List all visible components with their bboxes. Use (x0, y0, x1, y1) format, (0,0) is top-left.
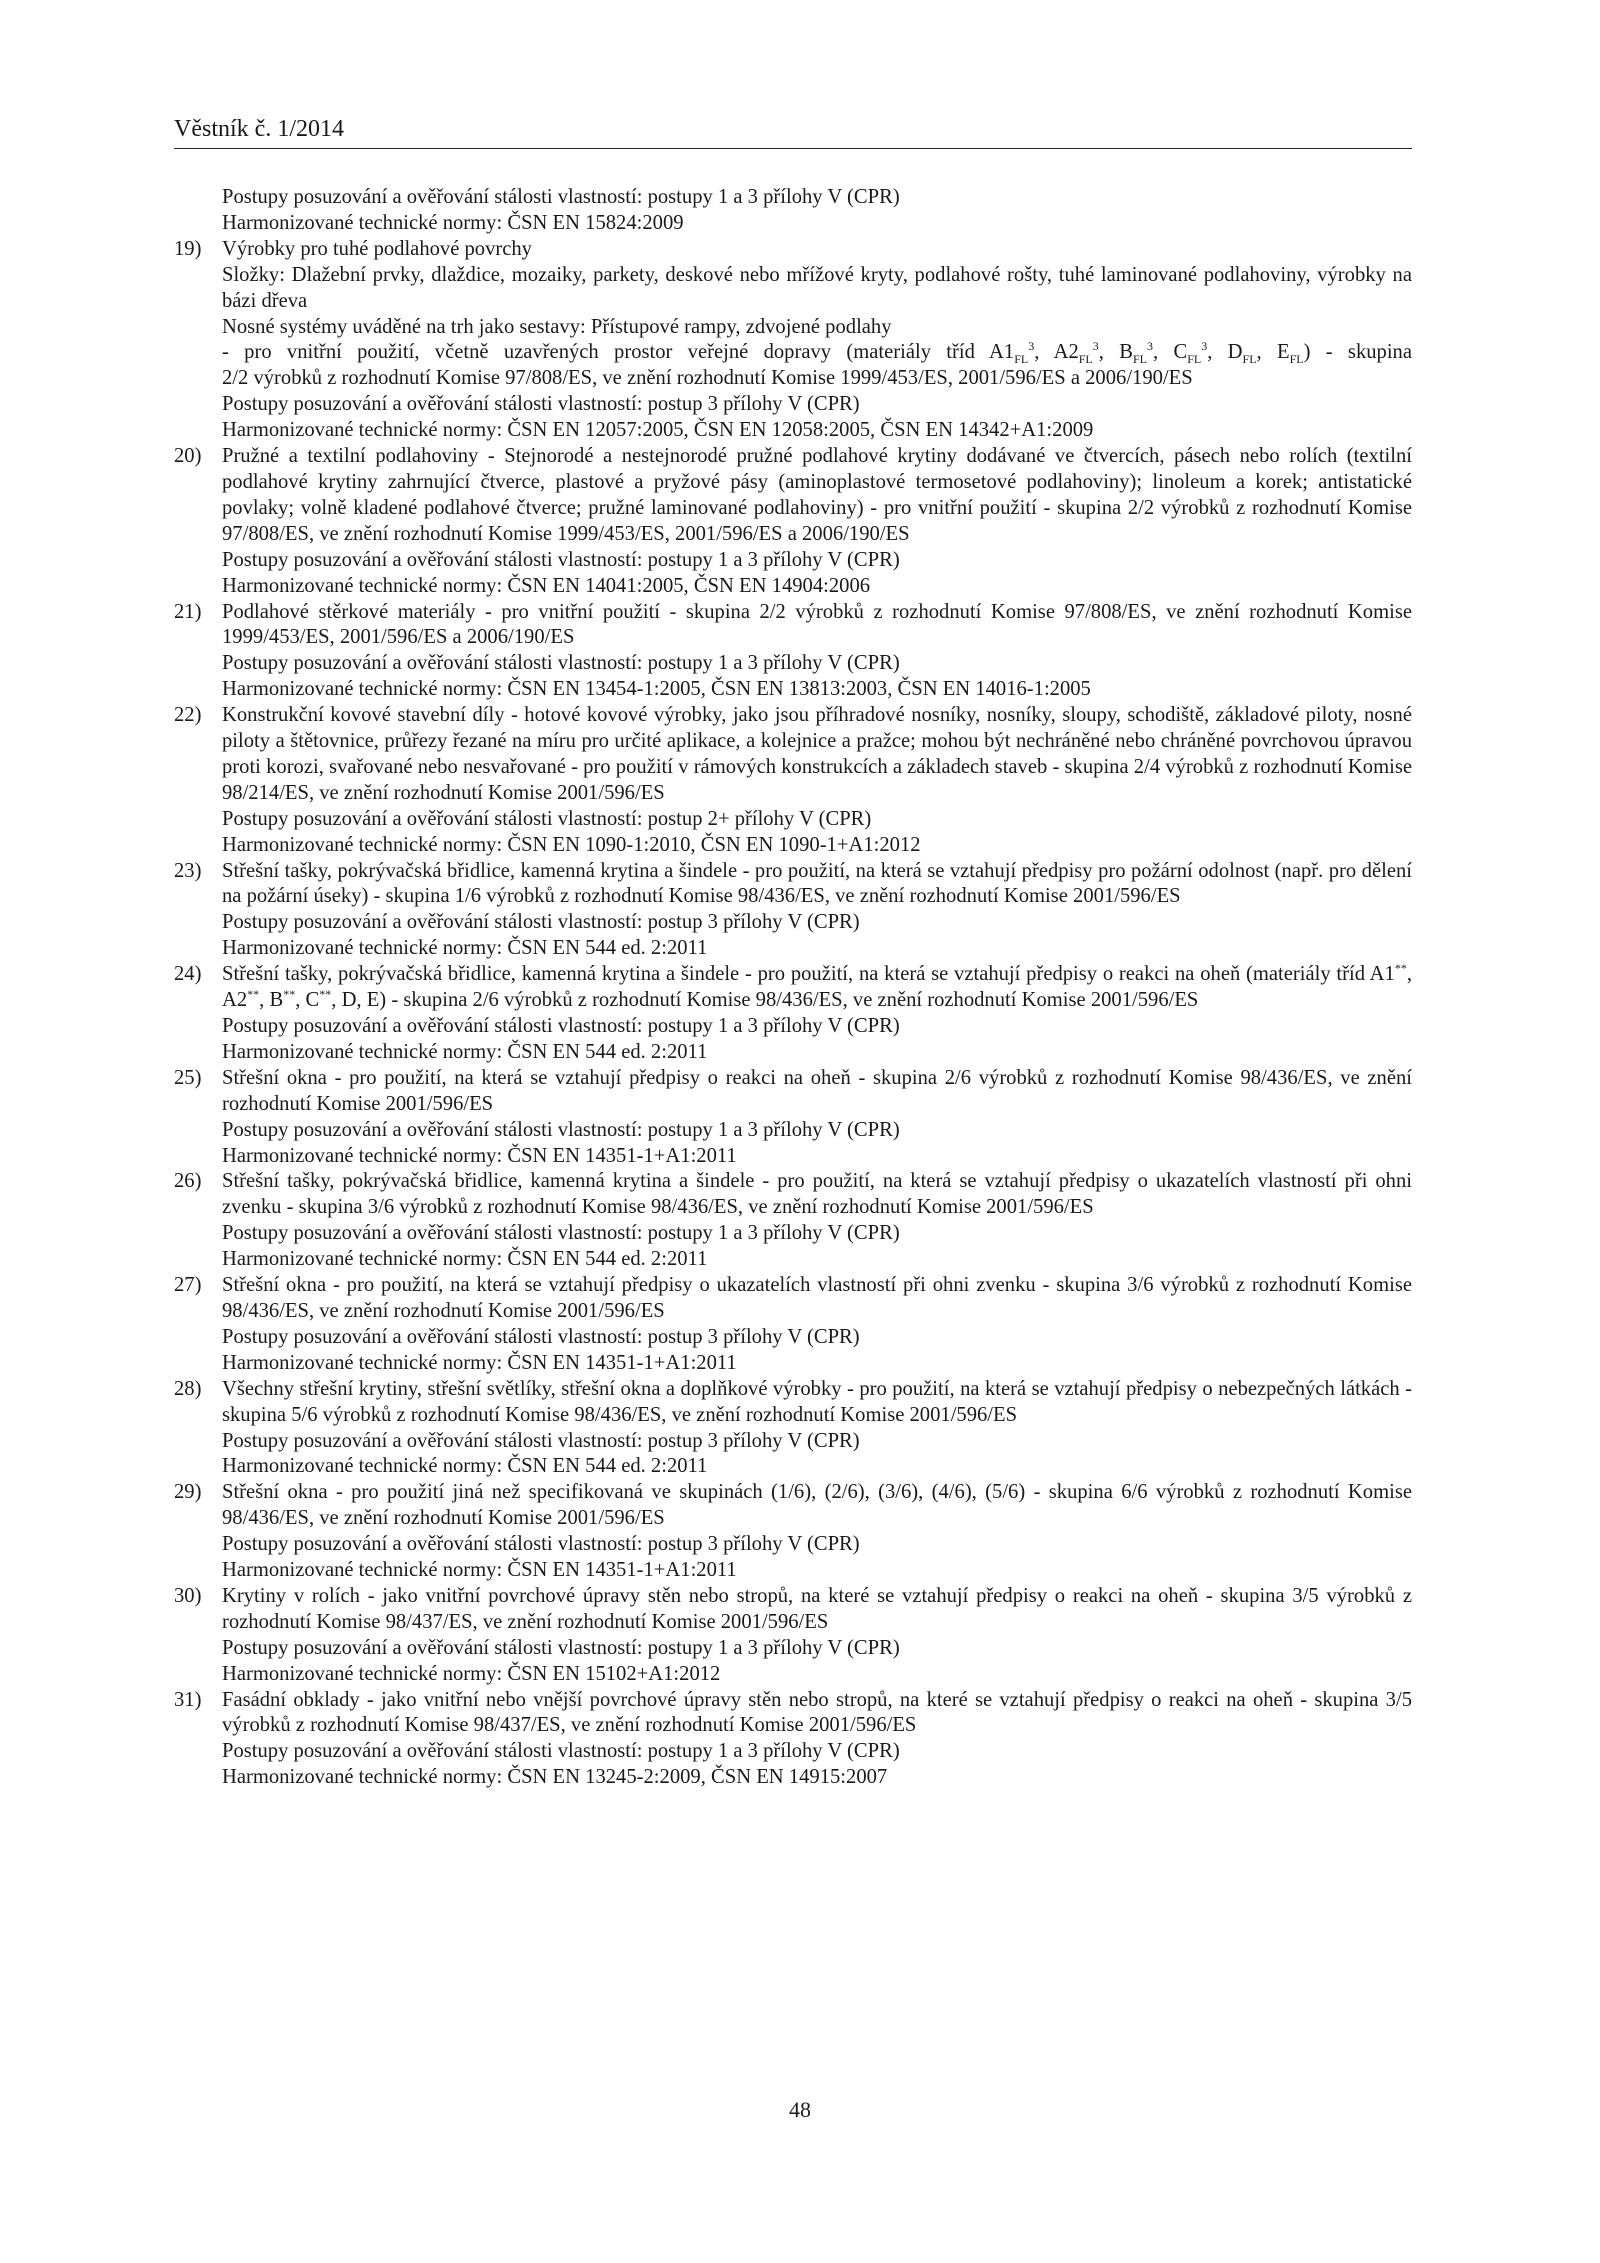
assessment-procedure: Postupy posuzování a ověřování stálosti vlastností: postupy 1 a 3 přílohy V (CPR) (222, 652, 900, 675)
item-description: Fasádní obklady - jako vnitřní nebo vnější povrchové úpravy stěn nebo stropů, na které se vztahují předpisy o reakci na oheň - skupina 3/5 výrobků z rozhodnutí Komise 98/437/ES, ve znění rozhodnutí Komise 2001/596/ES (222, 1688, 1412, 1737)
item-description: Konstrukční kovové stavební díly - hotové kovové výrobky, jako jsou příhradové nosníky, nosníky, sloupy, schodiště, základové piloty, nosné piloty a štětovnice, průřezy řezané na míru pro určité aplikace, a kolejnice a pražce; mohou být nechráněné nebo chráněné povrchovou úpravou proti korozi, svařované nebo nesvařované - pro použití v rámových konstrukcích a základech staveb - skupina 2/4 výrobků z rozhodnutí Komise 98/214/ES, ve znění rozhodnutí Komise 2001/596/ES (222, 704, 1412, 804)
harmonized-standards: Harmonizované technické normy: ČSN EN 13454-1:2005, ČSN EN 13813:2003, ČSN EN 14016-1:2005 (222, 678, 1091, 701)
list-item-25 (174, 1066, 1412, 1170)
intro-block (174, 185, 1412, 237)
item-description: Podlahové stěrkové materiály - pro vnitřní použití - skupina 2/2 výrobků z rozhodnutí Komise 97/808/ES, ve znění rozhodnutí Komise 1999/453/ES, 2001/596/ES a 2006/190/ES (222, 600, 1412, 649)
list-item-31 (174, 1688, 1412, 1792)
item-number: 29) (174, 1481, 202, 1504)
item-number: 19) (174, 237, 202, 260)
item-number: 30) (174, 1584, 202, 1607)
item-number: 31) (174, 1688, 202, 1711)
item-description: Pružné a textilní podlahoviny - Stejnorodé a nestejnorodé pružné podlahové krytiny dodávané ve čtvercích, pásech nebo rolích (textilní podlahové krytiny zahrnující čtverce, plastové a pryžové pásy (aminoplastové termosetové podlahoviny); linoleum a korek; antistatické povlaky; volně kladené podlahové čtverce; pružné laminované podlahoviny) - pro vnitřní použití - skupina 2/2 výrobků z rozhodnutí Komise 97/808/ES, ve znění rozhodnutí Komise 1999/453/ES, 2001/596/ES a 2006/190/ES (222, 445, 1412, 545)
item-decision: 2/2 výrobků z rozhodnutí Komise 97/808/ES, ve znění rozhodnutí Komise 1999/453/ES, 2001/596/ES a 2006/190/ES (222, 367, 1193, 390)
harmonized-standards: Harmonizované technické normy: ČSN EN 544 ed. 2:2011 (222, 1455, 708, 1478)
item-number: 21) (174, 600, 202, 623)
item-description: Všechny střešní krytiny, střešní světlíky, střešní okna a doplňkové výrobky - pro použití, na která se vztahují předpisy o nebezpečných látkách - skupina 5/6 výrobků z rozhodnutí Komise 98/436/ES, ve znění rozhodnutí Komise 2001/596/ES (222, 1377, 1412, 1426)
harmonized-standards: Harmonizované technické normy: ČSN EN 14041:2005, ČSN EN 14904:2006 (222, 574, 871, 597)
item-number: 27) (174, 1274, 202, 1297)
harmonized-standards: Harmonizované technické normy: ČSN EN 15102+A1:2012 (222, 1662, 721, 1685)
list-item-28 (174, 1377, 1412, 1481)
assessment-procedure: Postupy posuzování a ověřování stálosti vlastností: postupy 1 a 3 přílohy V (CPR) (222, 1636, 900, 1659)
list-item-23 (174, 859, 1412, 963)
harmonized-standards: Harmonizované technické normy: ČSN EN 544 ed. 2:2011 (222, 1248, 708, 1271)
harmonized-standards: Harmonizované technické normy: ČSN EN 14351-1+A1:2011 (222, 1559, 737, 1582)
assessment-procedure: Postupy posuzování a ověřování stálosti vlastností: postupy 1 a 3 přílohy V (CPR) (222, 1118, 900, 1141)
harmonized-standards: Harmonizované technické normy: ČSN EN 13245-2:2009, ČSN EN 14915:2007 (222, 1766, 888, 1789)
harmonized-standards: Harmonizované technické normy: ČSN EN 14351-1+A1:2011 (222, 1144, 737, 1167)
item-description: Krytiny v rolích - jako vnitřní povrchové úpravy stěn nebo stropů, na které se vztahují předpisy o reakci na oheň - skupina 3/5 výrobků z rozhodnutí Komise 98/437/ES, ve znění rozhodnutí Komise 2001/596/ES (222, 1584, 1412, 1633)
list-item-22 (174, 703, 1412, 858)
item-number: 28) (174, 1377, 202, 1400)
assessment-procedure: Postupy posuzování a ověřování stálosti vlastností: postupy 1 a 3 přílohy V (CPR) (222, 1740, 900, 1763)
list-item-19 (174, 237, 1412, 444)
assessment-procedure: Postupy posuzování a ověřování stálosti vlastností: postupy 1 a 3 přílohy V (CPR) (222, 548, 900, 571)
assessment-procedure: Postupy posuzování a ověřování stálosti vlastností: postupy 1 a 3 přílohy V (CPR) (222, 186, 900, 208)
document-body (174, 185, 1412, 1791)
item-description: Střešní tašky, pokrývačská břidlice, kamenná krytina a šindele - pro použití, na která se vztahují předpisy o ukazatelích vlastností při ohni zvenku - skupina 3/6 výrobků z rozhodnutí Komise 98/436/ES, ve znění rozhodnutí Komise 2001/596/ES (222, 1170, 1412, 1219)
list-item-30 (174, 1584, 1412, 1688)
assessment-procedure: Postupy posuzování a ověřování stálosti vlastností: postupy 1 a 3 přílohy V (CPR) (222, 1222, 900, 1245)
assessment-procedure: Postupy posuzování a ověřování stálosti vlastností: postup 3 přílohy V (CPR) (222, 1325, 860, 1348)
assessment-procedure: Postupy posuzování a ověřování stálosti vlastností: postupy 1 a 3 přílohy V (CPR) (222, 1015, 900, 1037)
item-description: Střešní tašky, pokrývačská břidlice, kamenná krytina a šindele - pro použití, na která se vztahují předpisy o reakci na oheň (materiály tříd A1**, A2**, B**, C**, D, E) - skupina 2/6 výrobků z rozhodnutí Komise 98/436/ES, ve znění rozhodnutí Komise 2001/596/ES (222, 961, 1412, 1012)
item-number: 24) (174, 963, 202, 986)
item-systems: Nosné systémy uváděné na trh jako sestavy: Přístupové rampy, zdvojené podlahy (222, 315, 892, 338)
item-description: Střešní tašky, pokrývačská břidlice, kamenná krytina a šindele - pro použití, na která se vztahují předpisy pro požární odolnost (např. pro dělení na požární úseky) - skupina 1/6 výrobků z rozhodnutí Komise 98/436/ES, ve znění rozhodnutí Komise 2001/596/ES (222, 859, 1412, 908)
assessment-procedure: Postupy posuzování a ověřování stálosti vlastností: postup 2+ přílohy V (CPR) (222, 807, 872, 830)
list-item-24 (174, 962, 1412, 1066)
harmonized-standards: Harmonizované technické normy: ČSN EN 1090-1:2010, ČSN EN 1090-1+A1:2012 (222, 833, 921, 856)
assessment-procedure: Postupy posuzování a ověřování stálosti vlastností: postup 3 přílohy V (CPR) (222, 393, 860, 416)
item-number: 26) (174, 1170, 202, 1193)
harmonized-standards: Harmonizované technické normy: ČSN EN 15824:2009 (222, 211, 684, 234)
assessment-procedure: Postupy posuzování a ověřování stálosti vlastností: postup 3 přílohy V (CPR) (222, 1533, 860, 1556)
harmonized-standards: Harmonizované technické normy: ČSN EN 544 ed. 2:2011 (222, 937, 708, 960)
harmonized-standards: Harmonizované technické normy: ČSN EN 12057:2005, ČSN EN 12058:2005, ČSN EN 14342+A1:2009 (222, 419, 1094, 442)
list-item-27 (174, 1273, 1412, 1377)
harmonized-standards: Harmonizované technické normy: ČSN EN 14351-1+A1:2011 (222, 1351, 737, 1374)
assessment-procedure: Postupy posuzování a ověřování stálosti vlastností: postup 3 přílohy V (CPR) (222, 1429, 860, 1452)
list-item-20 (174, 444, 1412, 599)
item-title: Výrobky pro tuhé podlahové povrchy (222, 237, 532, 260)
page-number: 48 (789, 2097, 811, 2122)
item-description: Střešní okna - pro použití jiná než specifikovaná ve skupinách (1/6), (2/6), (3/6), (4/6), (5/6) - skupina 6/6 výrobků z rozhodnutí Komise 98/436/ES, ve znění rozhodnutí Komise 2001/596/ES (222, 1481, 1412, 1530)
list-item-21 (174, 600, 1412, 704)
page-header (174, 114, 1412, 149)
assessment-procedure: Postupy posuzování a ověřování stálosti vlastností: postup 3 přílohy V (CPR) (222, 911, 860, 934)
item-number: 25) (174, 1066, 202, 1089)
item-number: 20) (174, 445, 202, 468)
item-description: Střešní okna - pro použití, na která se vztahují předpisy o reakci na oheň - skupina 2/6 výrobků z rozhodnutí Komise 98/436/ES, ve znění rozhodnutí Komise 2001/596/ES (222, 1066, 1412, 1115)
list-item-26 (174, 1169, 1412, 1273)
journal-title: Věstník č. 1/2014 (174, 116, 344, 142)
item-components: Složky: Dlažební prvky, dlaždice, mozaiky, parkety, deskové nebo mřížové kryty, podlahové rošty, tuhé laminované podlahoviny, výrobky na bázi dřeva (222, 263, 1412, 312)
harmonized-standards: Harmonizované technické normy: ČSN EN 544 ed. 2:2011 (222, 1040, 708, 1063)
item-number: 23) (174, 859, 202, 882)
item-use-classes: - pro vnitřní použití, včetně uzavřených prostor veřejné dopravy (materiály tříd $A1_{FL}^3$, $A2_{FL}^3$, $B_{FL}^3$, $C_{FL}^3$, $D_{FL}$, $E_{FL}$) - skupina (222, 339, 1412, 367)
list-item-29 (174, 1480, 1412, 1584)
item-description: Střešní okna - pro použití, na která se vztahují předpisy o ukazatelích vlastností při ohni zvenku - skupina 3/6 výrobků z rozhodnutí Komise 98/436/ES, ve znění rozhodnutí Komise 2001/596/ES (222, 1274, 1412, 1322)
item-number: 22) (174, 704, 202, 727)
